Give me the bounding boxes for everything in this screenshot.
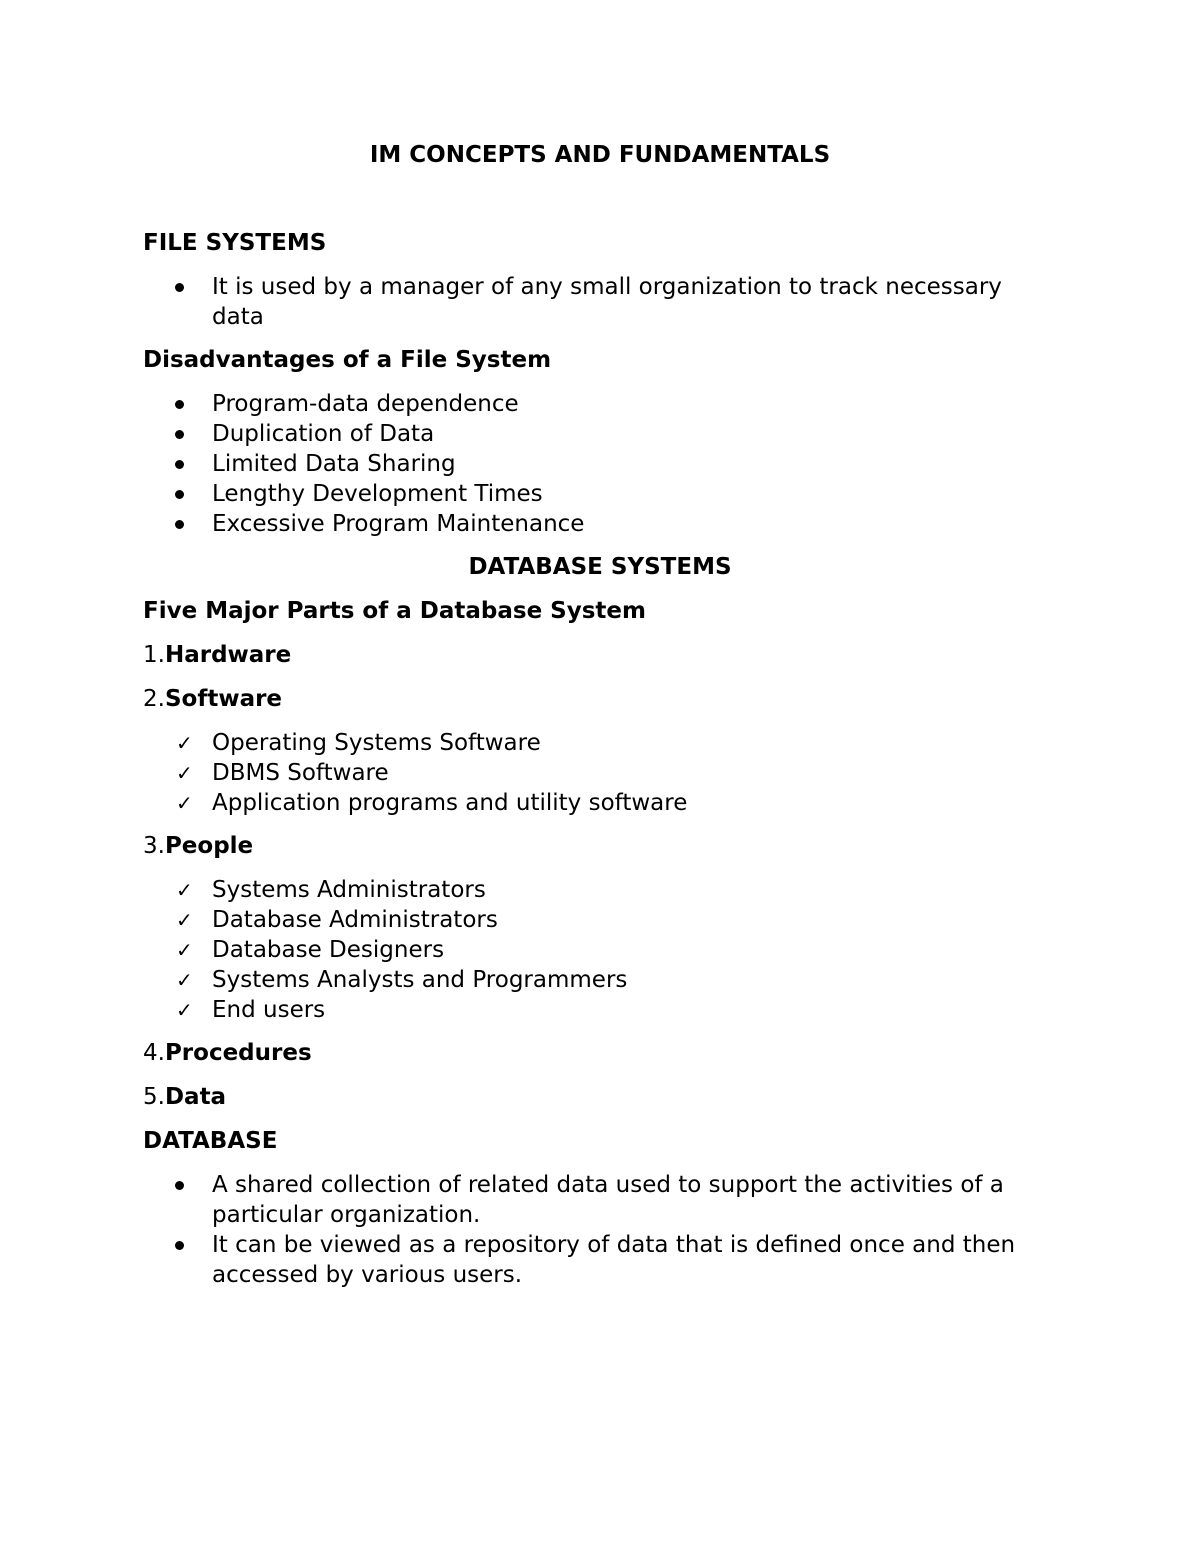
checkmark-icon: ✓ — [176, 761, 193, 785]
checkmark-icon: ✓ — [176, 938, 193, 962]
database-list — [143, 1170, 1043, 1290]
five-parts-heading: Five Major Parts of a Database System — [143, 598, 646, 624]
list-item: Program-data dependence — [143, 389, 1043, 419]
checkmark-icon: ✓ — [176, 998, 193, 1022]
disadvantages-list — [143, 389, 1043, 539]
checkmark-icon: ✓ — [176, 791, 193, 815]
list-item: A shared collection of related data used to support the activities of a particular organization. — [143, 1170, 1043, 1230]
bullet-icon — [175, 400, 184, 409]
list-item: It is used by a manager of any small organization to track necessary data — [143, 272, 1043, 332]
bullet-icon — [175, 430, 184, 439]
part-people: 3.People — [143, 833, 254, 859]
list-item: It can be viewed as a repository of data that is defined once and then accessed by various users. — [143, 1230, 1043, 1290]
part-data: 5.Data — [143, 1084, 227, 1110]
part-hardware: 1.Hardware — [143, 642, 292, 668]
file-systems-list — [143, 272, 1043, 332]
list-item: ✓ Application programs and utility software — [176, 790, 688, 816]
list-item: ✓ DBMS Software — [176, 760, 389, 786]
list-item: ✓ Database Administrators — [176, 907, 498, 933]
checkmark-icon: ✓ — [176, 878, 193, 902]
bullet-icon — [175, 283, 184, 292]
file-systems-heading: FILE SYSTEMS — [143, 230, 327, 256]
list-item: ✓ Systems Analysts and Programmers — [176, 967, 628, 993]
list-item: Limited Data Sharing — [143, 449, 1043, 479]
disadvantages-heading: Disadvantages of a File System — [143, 347, 552, 373]
bullet-icon — [175, 520, 184, 529]
database-systems-heading: DATABASE SYSTEMS — [468, 554, 732, 580]
checkmark-icon: ✓ — [176, 731, 193, 755]
document-page — [143, 140, 1043, 1303]
list-item: Lengthy Development Times — [143, 479, 1043, 509]
checkmark-icon: ✓ — [176, 968, 193, 992]
database-heading: DATABASE — [143, 1128, 278, 1154]
list-item: Duplication of Data — [143, 419, 1043, 449]
bullet-icon — [175, 490, 184, 499]
list-item: Excessive Program Maintenance — [143, 509, 1043, 539]
bullet-icon — [175, 1181, 184, 1190]
part-software: 2.Software — [143, 686, 283, 712]
people-list — [143, 875, 1043, 1025]
list-item: ✓ Systems Administrators — [176, 877, 486, 903]
document-title: IM CONCEPTS AND FUNDAMENTALS — [369, 142, 831, 168]
bullet-icon — [175, 460, 184, 469]
checkmark-icon: ✓ — [176, 908, 193, 932]
list-item: ✓ End users — [176, 997, 326, 1023]
list-item: ✓ Database Designers — [176, 937, 445, 963]
software-list — [143, 728, 1043, 818]
part-procedures: 4.Procedures — [143, 1040, 312, 1066]
list-item: ✓ Operating Systems Software — [176, 730, 541, 756]
bullet-icon — [175, 1241, 184, 1250]
